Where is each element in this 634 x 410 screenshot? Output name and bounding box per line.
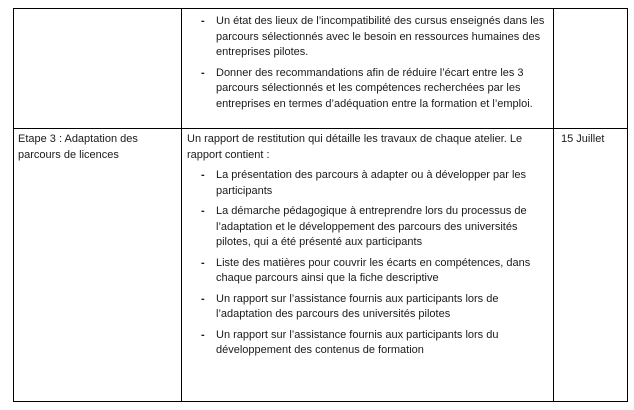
- date-cell: [554, 9, 627, 128]
- bullet-list: [187, 168, 545, 359]
- dash-bullet-icon: -: [201, 205, 205, 217]
- list-item: [187, 256, 545, 287]
- table-row: [14, 129, 627, 401]
- deliverable-intro: Un rapport de restitution qui détaille les travaux de chaque atelier. Le rapport contient :: [187, 133, 523, 161]
- list-item: [187, 168, 545, 199]
- dash-bullet-icon: -: [201, 292, 205, 305]
- bullet-text: Liste des matières pour couvrir les écarts en compétences, dans chaque parcours ainsi que la fiche descriptive: [216, 256, 531, 284]
- deliverable-cell: [182, 9, 554, 128]
- bullet-list: [187, 12, 545, 112]
- list-item: [187, 328, 545, 359]
- list-item: [187, 204, 545, 251]
- date-cell: [554, 129, 627, 401]
- dash-bullet-icon: -: [201, 15, 205, 27]
- list-item: [187, 14, 545, 61]
- list-item: [187, 292, 545, 323]
- stage-cell: [14, 9, 182, 128]
- deliverable-cell: [182, 129, 554, 401]
- dash-bullet-icon: -: [201, 256, 205, 269]
- date-label: 15 Juillet: [561, 133, 605, 145]
- dash-bullet-icon: -: [201, 66, 205, 79]
- list-item: [187, 66, 545, 113]
- table-row: [14, 9, 627, 129]
- stage-label: Etape 3 : Adaptation des parcours de licences: [18, 133, 138, 161]
- deliverables-table: [13, 8, 628, 402]
- dash-bullet-icon: -: [201, 328, 205, 341]
- stage-cell: [14, 129, 182, 401]
- bullet-text: Un rapport sur l’assistance fournis aux participants lors du développement des contenus de formation: [216, 328, 499, 356]
- bullet-text: Un état des lieux de l’incompatibilité des cursus enseignés dans les parcours sélectionnés avec le besoin en ressources humaines des entreprises pilotes.: [216, 15, 545, 58]
- dash-bullet-icon: -: [201, 169, 205, 181]
- bullet-text: La démarche pédagogique à entreprendre lors du processus de l’adaptation et le développement des parcours des universités pilotes, qui a été présenté aux participants: [216, 205, 527, 248]
- bullet-text: La présentation des parcours à adapter ou à développer par les participants: [216, 169, 527, 197]
- bullet-text: Un rapport sur l’assistance fournis aux participants lors de l’adaptation des parcours des universités pilotes: [216, 292, 499, 320]
- bullet-text: Donner des recommandations afin de réduire l’écart entre les 3 parcours sélectionnés et les compétences recherchées par les entreprises en termes d’adéquation entre la formation et l’emploi.: [216, 66, 533, 110]
